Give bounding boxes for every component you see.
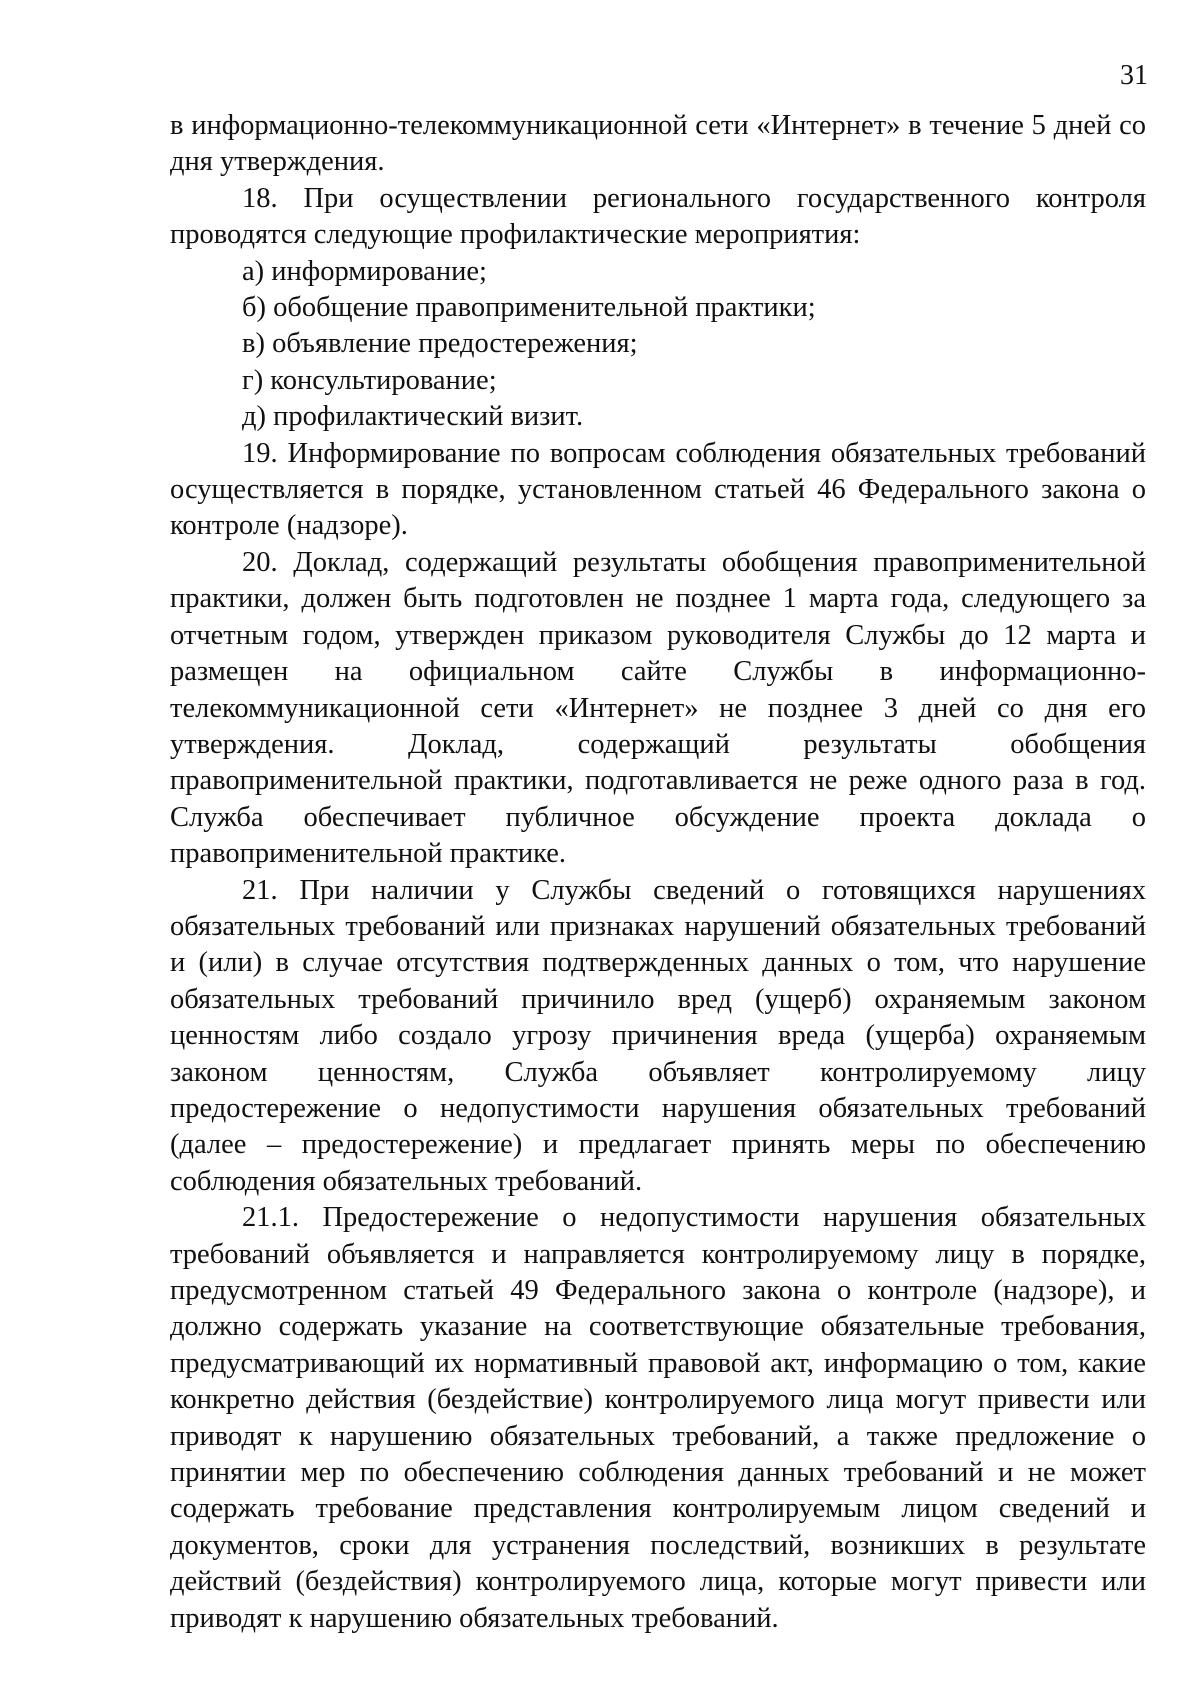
paragraph-20: 20. Доклад, содержащий результаты обобщения правоприменительной практики, должен быть подготовлен не позднее 1 марта года, следующего за отчетным годом, утвержден приказом руководителя Службы до 12 марта и размещен на официальном сайте Службы в информационно-телекоммуникационной сети «Интернет» не позднее 3 дней со дня его утверждения. Доклад, содержащий результаты обобщения правоприменительной практики, подготавливается не реже одного раза в год. Служба обеспечивает публичное обсуждение проекта доклада о правоприменительной практике. xyxy=(170,546,1146,870)
document-body xyxy=(170,108,1146,1637)
list-item-a: а) информирование; xyxy=(242,255,487,287)
paragraph-19: 19. Информирование по вопросам соблюдения обязательных требований осуществляется в порядке, установленном статьей 46 Федерального закона о контроле (надзоре). xyxy=(170,437,1146,542)
list-item-v: в) объявление предостережения; xyxy=(242,328,638,360)
list-item-b: б) обобщение правоприменительной практики; xyxy=(242,292,816,324)
list-item-g: г) консультирование; xyxy=(242,364,497,396)
paragraph-continuation: в информационно-телекоммуникационной сети «Интернет» в течение 5 дней со дня утверждения. xyxy=(170,110,1146,178)
list-item-d: д) профилактический визит. xyxy=(242,401,584,433)
page-number: 31 xyxy=(1120,60,1148,91)
paragraph-21: 21. При наличии у Службы сведений о готовящихся нарушениях обязательных требований или признаках нарушений обязательных требований и (или) в случае отсутствия подтвержденных данных о том, что нарушение обязательных требований причинило вред (ущерб) охраняемым законом ценностям либо создало угрозу причинения вреда (ущерба) охраняемым законом ценностям, Служба объявляет контролируемому лицу предостережение о недопустимости нарушения обязательных требований (далее – предостережение) и предлагает принять меры по обеспечению соблюдения обязательных требований. xyxy=(170,874,1146,1197)
paragraph-18: 18. При осуществлении регионального государственного контроля проводятся следующие профилактические мероприятия: xyxy=(170,182,1146,251)
paragraph-21-1: 21.1. Предостережение о недопустимости нарушения обязательных требований объявляется и направляется контролируемому лицу в порядке, предусмотренном статьей 49 Федерального закона о контроле (надзоре), и должно содержать указание на соответствующие обязательные требования, предусматривающий их нормативный правовой акт, информацию о том, какие конкретно действия (бездействие) контролируемого лица могут привести или приводят к нарушению обязательных требований, а также предложение о принятии мер по обеспечению соблюдения данных требований и не может содержать требование представления контролируемым лицом сведений и документов, сроки для устранения последствий, возникших в результате действий (бездействия) контролируемого лица, которые могут привести или приводят к нарушению обязательных требований. xyxy=(170,1202,1146,1634)
